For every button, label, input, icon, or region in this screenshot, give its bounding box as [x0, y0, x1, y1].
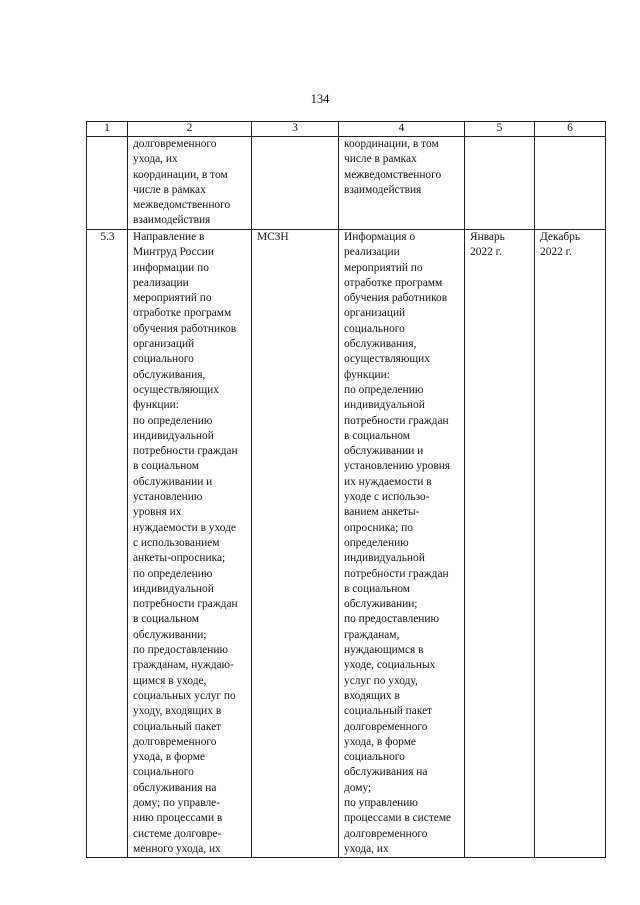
result-cell: Информация о реализации мероприятий по отработке программ обучения работников организаций социального обслуживания, осуществляющих функции: по определению индивидуальной потребности граждан в социальном обслуживании и установлению уровня их нуждаемости в уходе с использо- ванием анкеты- опросника; по определению индивидуальной потребности граждан в социальном обслуживании; по предоставлению гражданам, нуждающимся в уходе, социальных услуг по уходу, входящих в социальный пакет долговременного ухода, в форме социального обслуживания на дому; по управлению процессами в системе долговременного ухода, их [339, 230, 465, 858]
header-cell-1: 1 [87, 122, 128, 137]
header-cell-3: 3 [252, 122, 339, 137]
header-cell-2: 2 [128, 122, 252, 137]
continuation-activity-cell: долговременного ухода, их координации, в том числе в рамках межведомственного взаимодействия [128, 137, 252, 230]
header-cell-4: 4 [339, 122, 465, 137]
start-date-cell: Январь 2022 г. [465, 230, 535, 858]
plan-table [86, 121, 606, 858]
continuation-start-cell [465, 137, 535, 230]
item-number-cell: 5.3 [87, 230, 128, 858]
continuation-number-cell [87, 137, 128, 230]
end-date-cell: Декабрь 2022 г. [535, 230, 606, 858]
activity-cell: Направление в Минтруд России информации по реализации мероприятий по отработке программ обучения работников организаций социального обслуживания, осуществляющих функции: по определению индивидуальной потребности граждан в социальном обслуживании и установлению уровня их нуждаемости в уходе с использованием анкеты-опросника; по определению индивидуальной потребности граждан в социальном обслуживании; по предоставлению гражданам, нуждаю- щимся в уходе, социальных услуг по уходу, входящих в социальный пакет долговременного ухода, в форме социального обслуживания на дому; по управле- нию процессами в системе долговре- менного ухода, их [128, 230, 252, 858]
page-number: 134 [310, 92, 330, 106]
continuation-result-cell: координации, в том числе в рамках межведомственного взаимодействия [339, 137, 465, 230]
table-row-5-3 [87, 230, 606, 858]
continuation-executor-cell [252, 137, 339, 230]
header-cell-5: 5 [465, 122, 535, 137]
column-number-header-row [87, 122, 606, 137]
header-cell-6: 6 [535, 122, 606, 137]
executor-cell: МСЗН [252, 230, 339, 858]
continuation-row [87, 137, 606, 230]
continuation-end-cell [535, 137, 606, 230]
